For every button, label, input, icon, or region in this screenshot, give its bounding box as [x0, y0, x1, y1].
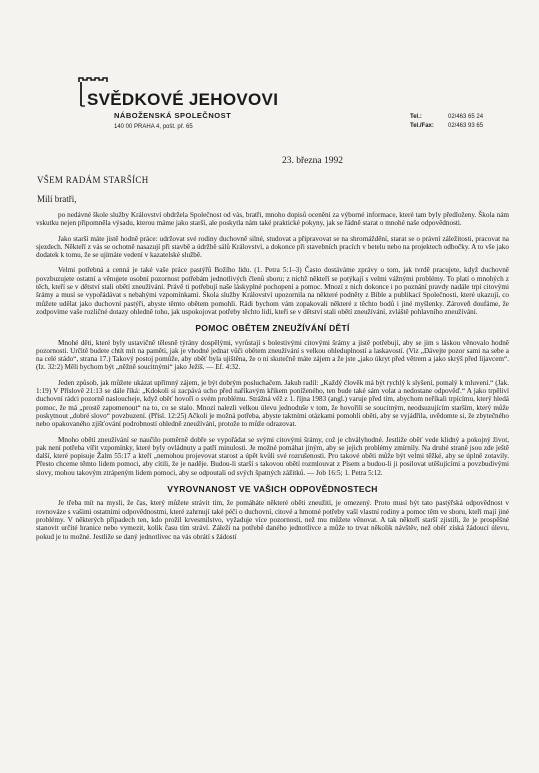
paragraph-6: Mnoho obětí zneužívání se naučilo poměrně dobře se vypořádat se svými citovými šrámy, což je chvályhodné. Jestliže oběť vede klidný a pokojný život, pak není potřeba vířit vzpomínky, které byly ovládnuty a patří minulosti. Je možné pomáhat jiným, aby se jejich problémy zmírnily. Na druhé straně jsou zde ještě další, které popisuje Žalm 55:17 a kteří „nemohou projevovat starost a úpět kvůli své rozrušenosti. Pro takové oběti může být velmi těžké, aby se úplně zotavily. Přesto chceme těmto lidem pomoci, aby cítili, že je naděje. Budou-li starší s takovou obětí rozmlouvat z Písem a budou-li ji posilovat utěšujícími a povzbudivými slovy, mohou takovým ztrápeným lidem pomoci, aby se odpoutali od svých špatných zážitků. — Job 16:5; 1. Petra 5:12.: [36, 435, 509, 477]
org-subtitle: NÁBOŽENSKÁ SPOLEČNOST: [114, 111, 232, 120]
contact-block: [410, 113, 483, 131]
paragraph-5: Jeden způsob, jak můžete ukázat upřímný zájem, je být dobrým posluchačem. Jakub radil: „Každý člověk má být rychlý k slyšení, pomalý k mluvení.“ (Jak. 1:19) V Příslově 21:13 se dále říká: „Kdokoli si zacpává ucho před naříkavým křikem poníženého, ten bude také sám volat a nedostane odpověď.“ A jako trpěliví duchovní rádci pozorně nasloucheje, když oběť hovoří o svém problému. Strážná věž z 1. října 1983 (angl.) varuje před tím, abychom neříkali trpícímu, který hledá pomoc, že má „prostě zapomenout“ na to, co se stalo. Mnozí nalezli velkou úlevu jednoduše v tom, že hovořili se soucitným, neodsuzujícím starším, který může poskytnout „dobré slovo“ povzbuzení. (Přísl. 12:25) Ačkoli je možná potřeba, abyste taktními otázkami pomohli oběti, aby se vyjádřila, uvědomte si, že zbytečného nebo opakovaného zjišťování podrobností ohledně zneužívání, protože to může odrazovat.: [36, 378, 509, 429]
tel-row: [410, 113, 483, 122]
org-name: SVĚDKOVÉ JEHOVOVI: [87, 90, 279, 109]
tel-label: Tel.:: [410, 114, 422, 120]
letter-body: [36, 211, 509, 548]
salutation: Milí bratři,: [37, 194, 77, 204]
section-heading-help-victims: POMOC OBĚTEM ZNEUŽÍVÁNÍ DĚTÍ: [195, 323, 350, 334]
fax-value: 02/463 93 65: [448, 123, 484, 129]
fax-label: Tel./Fax:: [410, 123, 434, 129]
paragraph-2: Jako starší máte jistě hodně práce: udržovat své rodiny duchovně silné, studovat a připravovat se na shromáždění, starat se o právní záležitosti, pracovat na sjezdech. Někteří z vás se ochotně nasazují při stavbě a údržbě sálů Království, a dokonce při stavebních pracích v betelu nebo na projektech odbočky. A to vše jako dodatek k tomu, že se ujímáte vedení v kazatelské službě.: [36, 234, 509, 260]
paragraph-3: Velmi potřebná a cenná je také vaše práce pastýřů Božího lidu. (1. Petra 5:1–3) Často dostáváme zprávy o tom, jak tvrdě pracujete, když duchovně povzbuzujete ostatní a věnujete osobní pozornost potřebám jednotlivých členů sboru; z nichž někteří se potýkají s velmi vážnými problémy. To platí o mnohých z těch, kteří se v dětství stali obětí zneužívání. Právě ti potřebují naše láskyplné pochopení a pomoc. Mnozí z nich dokonce i po poznání pravdy nadále trpí citovými šrámy a musí se vypořádávat s nebahými vzpomínkami. Škola služby Království upozornila na některé podněty z Bible a publikací Společnosti, které ukazují, co můžete udělat jako duchovní pastýři, abyste těmto obětem pomohli. Rádi bychom vám zopakovali některé z těchto bodů i jiné myšlenky. Zároveň doufáme, že zodpovíme vaše rozličné dotazy ohledně toho, jak uspokojovat potřeby těchto lidí, kteří se v dětství stali obětí zneužívání, zvláště pohlavního zneužívání.: [36, 266, 509, 316]
letter-date: 23. března 1992: [282, 156, 343, 166]
tel-value: 02/463 65 24: [448, 114, 484, 120]
section-heading-balance: VYROVNANOST VE VAŠICH ODPOVĚDNOSTECH: [167, 484, 378, 495]
org-address: 140 00 PRAHA 4, pošt. př. 65: [114, 124, 193, 130]
paragraph-7: Je třeba mít na mysli, že čas, který můžete strávit tím, že pomáháte některé oběti zneužití, je omezený. Proto musí být tato pastýřská odpovědnost v rovnováze s vašimi ostatními odpovědnostmi, které zahrnují také péči o duchovní, citové a hmotné potřeby vaší vlastní rodiny a pomoc těm ve sboru, kteří mají jiné problémy. V některých případech ten, kdo prožil krvesmilstvo, vyžaduje více pozornosti, než mu můžete věnovat. A tak někteří starší zjistili, že je prospěšné stanovit určité hranice nebo vymezit, kolik času tím stráví. Záleží na potřebě daného jednotlivce a může to trvat několik návštěv, než oběť získá žádoucí úlevu, pokud je to možné. Jestliže se daný jednotlivec na vás obrátí s žádostí: [36, 499, 509, 541]
fax-row: [410, 122, 483, 131]
addressee: VŠEM RADÁM STARŠÍCH: [37, 175, 149, 185]
paragraph-1: po nedávné škole služby Království obdržela Společnost od vás, bratři, mnoho dopisů ocenění za výborné informace, které tam byly předloženy. Škola nám vskutku nejen připomněla výsadu, kterou máme jako starší, ale poskytla nám také praktické pokyny, jak se řádně starat o mnohé naše odpovědnosti.: [36, 211, 509, 228]
paragraph-4: Mnohé děti, které byly ustavičně tělesně týrány dospělými, vyrůstají s bolestivými citovými šrámy a jistě potřebují, aby se jim s láskou věnovalo hodně pozornosti. Určitě budete chtít mít na paměti, jak je vhodné jednat vůči obětem zneužívání s velkou ohleduplností a laskavostí. (Viz „Dávejte pozor sami na sebe a na celé stádo“, strana 17.) Takový postoj pomůže, aby oběť byla ujištěna, že o ni skutečně máte zájem a že jste „jako úkryt před větrem a jako skrýš před lijavcem“. (Iz. 32:2) Měli bychom být „něžně soucitnými“ jako Ježíš. — Ef. 4:32.: [36, 338, 509, 372]
